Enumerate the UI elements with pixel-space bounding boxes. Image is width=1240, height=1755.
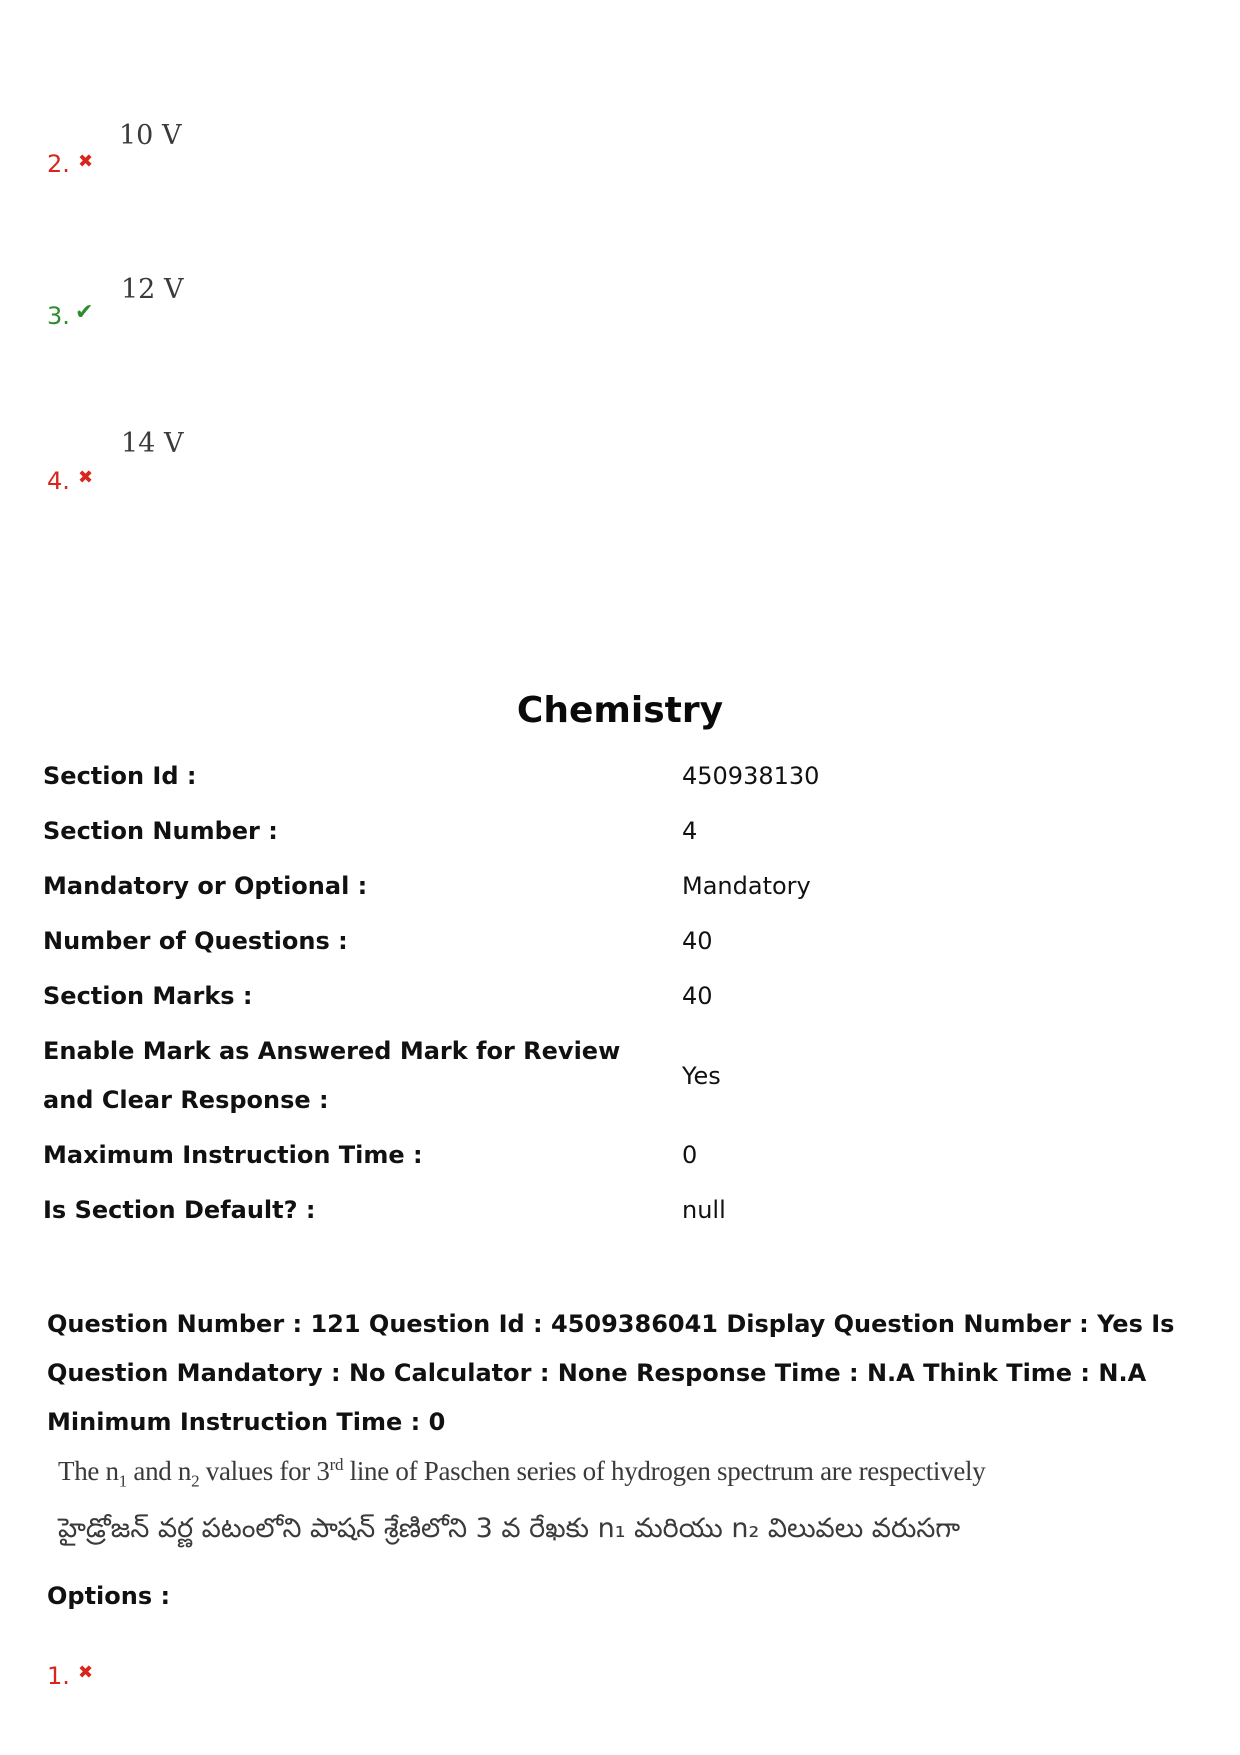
option-number: 3.: [47, 302, 70, 330]
check-icon: ✔: [75, 300, 94, 325]
section-row-value: null: [682, 1196, 726, 1224]
section-row-label: Mandatory or Optional :: [43, 872, 368, 900]
question-text-part: line of Paschen series of hydrogen spectrum are respectively: [343, 1456, 986, 1486]
superscript: rd: [329, 1455, 344, 1474]
section-row-label: Number of Questions :: [43, 927, 348, 955]
cross-icon: ✖: [78, 467, 94, 488]
subscript: 2: [191, 1471, 200, 1491]
question-text-part: The n: [58, 1456, 119, 1486]
section-title: Chemistry: [516, 690, 724, 731]
section-row-label: Enable Mark as Answered Mark for Review and Clear Response :: [43, 1037, 621, 1114]
option-number: 1.: [47, 1662, 70, 1690]
question-image: [52, 1455, 986, 1565]
section-row-value: Mandatory: [682, 872, 811, 900]
option-text: 14 V: [121, 428, 184, 459]
question-meta: Question Number : 121 Question Id : 4509386041 Display Question Number : Yes Is Question Mandatory : No Calculator : None Response Time : N.A Think Time : N.A Minimum Instruction Time : 0: [47, 1310, 1175, 1436]
section-row-label: Section Id :: [43, 762, 197, 790]
question-text-part: values for 3: [199, 1456, 330, 1486]
cross-icon: ✖: [78, 1662, 94, 1683]
option-text: 12 V: [121, 274, 184, 305]
section-row-label: Maximum Instruction Time :: [43, 1141, 423, 1169]
option-number: 2.: [47, 150, 70, 178]
section-row-label: Section Marks :: [43, 982, 253, 1010]
section-row-value: 40: [682, 927, 713, 955]
question-text-english: [58, 1455, 985, 1491]
section-row-value: 40: [682, 982, 713, 1010]
options-label: Options :: [47, 1582, 171, 1610]
section-row-value: 0: [682, 1141, 698, 1169]
section-row-label: Is Section Default? :: [43, 1196, 316, 1224]
section-row-label: Section Number :: [43, 817, 278, 845]
section-row-value: Yes: [682, 1062, 721, 1090]
cross-icon: ✖: [78, 151, 94, 172]
question-text-part: and n: [126, 1456, 192, 1486]
option-number: 4.: [47, 467, 70, 495]
option-text: 10 V: [119, 120, 182, 151]
question-text-telugu: హైడ్రోజన్ వర్ణ పటంలోని పాషన్ శ్రేణిలోని 3 వ రేఖకు n₁ మరియు n₂ విలువలు వరుసగా: [58, 1513, 961, 1544]
subscript: 1: [118, 1471, 127, 1491]
section-row-value: 450938130: [682, 762, 820, 790]
section-row-value: 4: [682, 817, 698, 845]
